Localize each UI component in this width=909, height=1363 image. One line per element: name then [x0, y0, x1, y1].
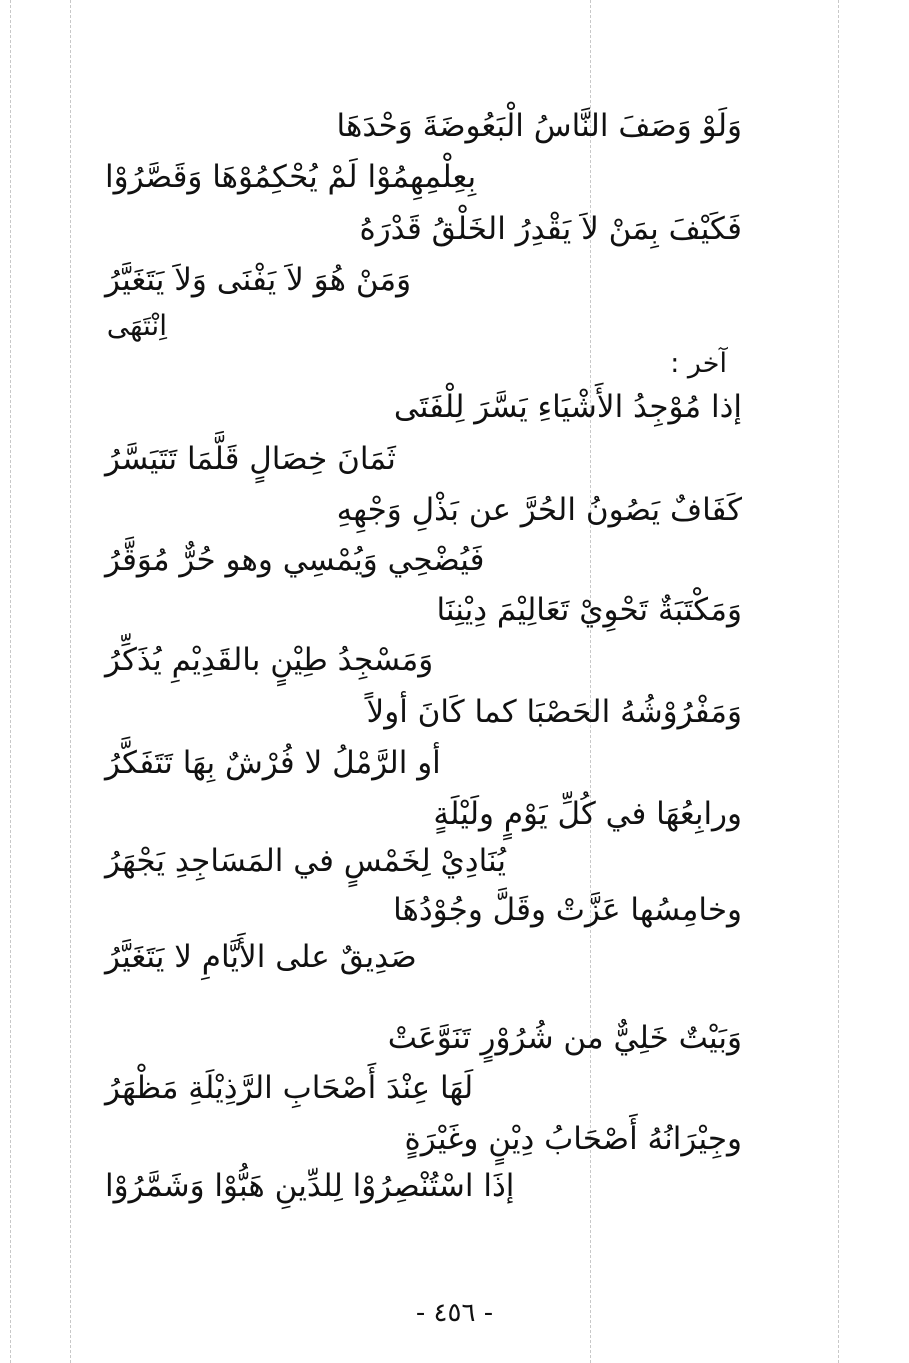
- poem2-heading: آخر :: [670, 348, 727, 379]
- margin-guide-line: [10, 0, 11, 1363]
- poem2-line-6: وَمَسْجِدُ طِيْنٍ بالقَدِيْمِ يُذَكِّرُ: [105, 642, 434, 678]
- poem2-line-11: وخامِسُها عَزَّتْ وقَلَّ وجُوْدُهَا: [393, 892, 742, 928]
- poem1-line-1: وَلَوْ وَصَفَ النَّاسُ الْبَعُوضَةَ وَحْدَهَا: [336, 108, 742, 144]
- poem2-line-10: يُنَادِيْ لِخَمْسٍ في المَسَاجِدِ يَجْهَرُ: [105, 843, 507, 879]
- poem1-line-3: فَكَيْفَ بِمَنْ لاَ يَقْدِرُ الخَلْقُ قَدْرَهُ: [359, 211, 742, 247]
- poem2-line-1: إذا مُوْجِدُ الأَشْيَاءِ يَسَّرَ لِلْفَتَى: [393, 389, 742, 425]
- poem2-line-3: كَفَافٌ يَصُونُ الحُرَّ عن بَذْلِ وَجْهِهِ: [336, 492, 742, 528]
- poem2-line-14: لَهَا عِنْدَ أَصْحَابِ الرَّذِيْلَةِ مَظْهَرُ: [105, 1070, 474, 1106]
- poem2-line-13: وَبَيْتٌ خَلِيٌّ من شُرُوْرٍ تَنَوَّعَتْ: [387, 1020, 742, 1056]
- page-number: - ٤٥٦ -: [415, 1298, 494, 1328]
- poem2-line-12: صَدِيقٌ على الأَيَّامِ لا يَتَغَيَّرُ: [105, 939, 417, 975]
- poem2-line-4: فَيُضْحِي وَيُمْسِي وهو حُرٌّ مُوَقَّرُ: [105, 542, 485, 578]
- poem2-line-9: ورابِعُهَا في كُلِّ يَوْمٍ ولَيْلَةٍ: [433, 796, 742, 832]
- poem2-line-15: وجِيْرَانُهُ أَصْحَابُ دِيْنٍ وغَيْرَةٍ: [404, 1121, 742, 1157]
- poem2-line-2: ثَمَانَ خِصَالٍ قَلَّمَا تَتَيَسَّرُ: [105, 441, 396, 477]
- poem2-line-5: وَمَكْتَبَةٌ تَحْوِيْ تَعَالِيْمَ دِيْنِنَا: [436, 592, 742, 628]
- poem2-line-8: أو الرَّمْلُ لا فُرْشٌ بِهَا تَتَفَكَّرُ: [105, 745, 441, 781]
- margin-guide-line: [70, 0, 71, 1363]
- poem1-line-4: وَمَنْ هُوَ لاَ يَفْنَى وَلاَ يَتَغَيَّرُ: [105, 262, 412, 298]
- poem1-end-mark: اِنْتَهَى: [106, 309, 167, 342]
- poem2-line-16: إذَا اسْتُنْصِرُوْا لِلدِّينِ هَبُّوْا وَشَمَّرُوْا: [105, 1168, 515, 1204]
- poem2-line-7: وَمَفْرُوْشُهُ الحَصْبَا كما كَانَ أولاً: [366, 694, 742, 730]
- margin-guide-line: [838, 0, 839, 1363]
- poem1-line-2: بِعِلْمِهِمُوْا لَمْ يُحْكِمُوْهَا وَقَصَّرُوْا: [105, 159, 477, 195]
